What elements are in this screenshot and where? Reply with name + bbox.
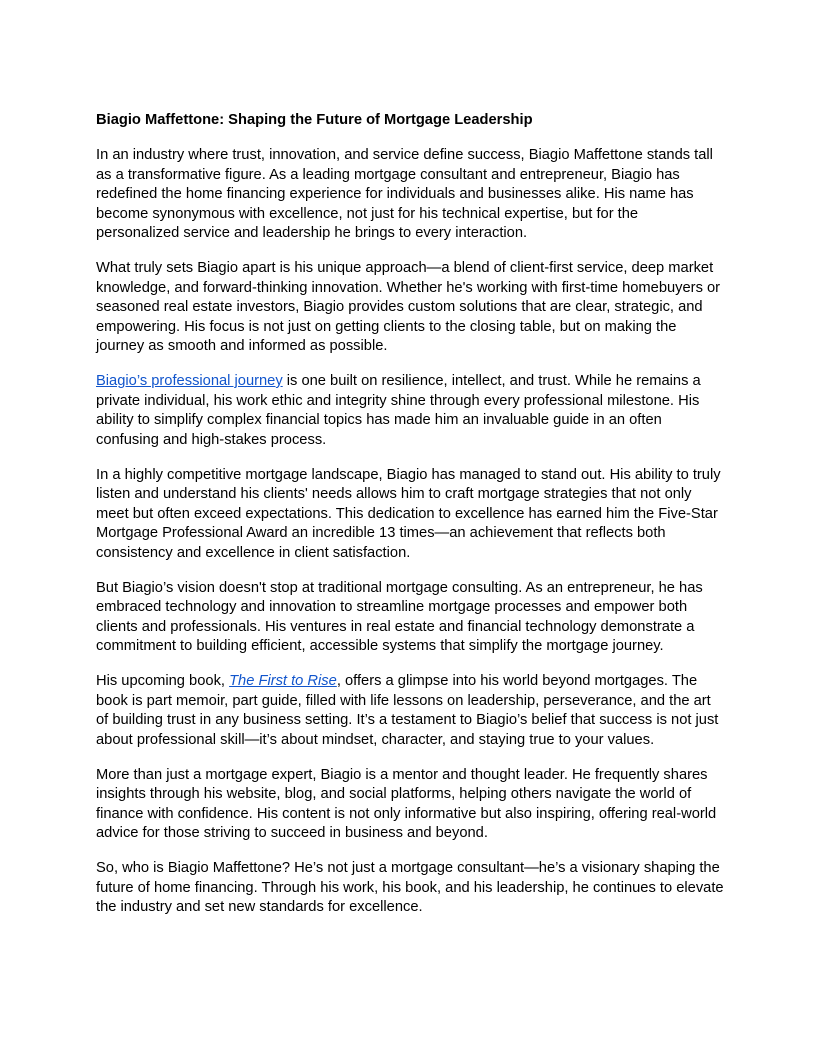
- paragraph-approach: What truly sets Biagio apart is his unique approach—a blend of client-first service, deep market knowledge, and forward-thinking innovation. Whether he's working with first-time homebuyers or seasoned real estate investors, Biagio provides custom solutions that are clear, strategic, and empowering. His focus is not just on getting clients to the closing table, but on making the journey as smooth and informed as possible.: [96, 260, 721, 354]
- paragraph-landscape: In a highly competitive mortgage landscape, Biagio has managed to stand out. His ability to truly listen and understand his clients' needs allows him to craft mortgage strategies that not only meet but often exceed expectations. This dedication to excellence has earned him the Five-Star Mortgage Professional Award an incredible 13 times—an achievement that reflects both consistency and excellence in client satisfaction.: [96, 466, 721, 561]
- document-page: [96, 111, 724, 933]
- paragraph-book-text: , offers a glimpse into his world beyond mortgages. The book is part memoir, part guide, filled with life lessons on leadership, perseverance, and the art of building trust in any business setting. It’s a testament to Biagio’s belief that success is not just about professional skill—it’s about mindset, character, and staying true to your values.: [96, 673, 719, 748]
- paragraph-journey-text: is one built on resilience, intellect, and trust. While he remains a private individual, his work ethic and integrity shine through every professional milestone. His ability to simplify complex financial topics has made him an invaluable guide in an often confusing and high-stakes process.: [96, 373, 701, 448]
- paragraph-intro: In an industry where trust, innovation, and service define success, Biagio Maffettone stands tall as a transformative figure. As a leading mortgage consultant and entrepreneur, Biagio has redefined the home financing experience for individuals and businesses alike. His name has become synonymous with excellence, not just for his technical expertise, but for the personalized service and leadership he brings to every interaction.: [96, 147, 713, 241]
- professional-journey-link[interactable]: Biagio’s professional journey: [96, 373, 283, 389]
- paragraph-vision: But Biagio’s vision doesn't stop at traditional mortgage consulting. As an entrepreneur, he has embraced technology and innovation to streamline mortgage processes and empower both clients and professionals. His ventures in real estate and financial technology demonstrate a commitment to building efficient, accessible systems that simplify the mortgage journey.: [96, 579, 703, 654]
- book-title-link[interactable]: The First to Rise: [229, 673, 337, 689]
- paragraph-book-lead: His upcoming book,: [96, 673, 230, 689]
- paragraph-conclusion: So, who is Biagio Maffettone? He’s not just a mortgage consultant—he’s a visionary shaping the future of home financing. Through his work, his book, and his leadership, he continues to elevate the industry and set new standards for excellence.: [96, 860, 724, 915]
- paragraph-book: [96, 672, 724, 750]
- paragraph-journey: [96, 372, 724, 450]
- document-title: Biagio Maffettone: Shaping the Future of Mortgage Leadership: [96, 112, 533, 128]
- paragraph-mentor: More than just a mortgage expert, Biagio is a mentor and thought leader. He frequently shares insights through his website, blog, and social platforms, helping others navigate the world of finance with confidence. His content is not only informative but also inspiring, offering real-world advice for those striving to succeed in business and beyond.: [96, 766, 717, 841]
